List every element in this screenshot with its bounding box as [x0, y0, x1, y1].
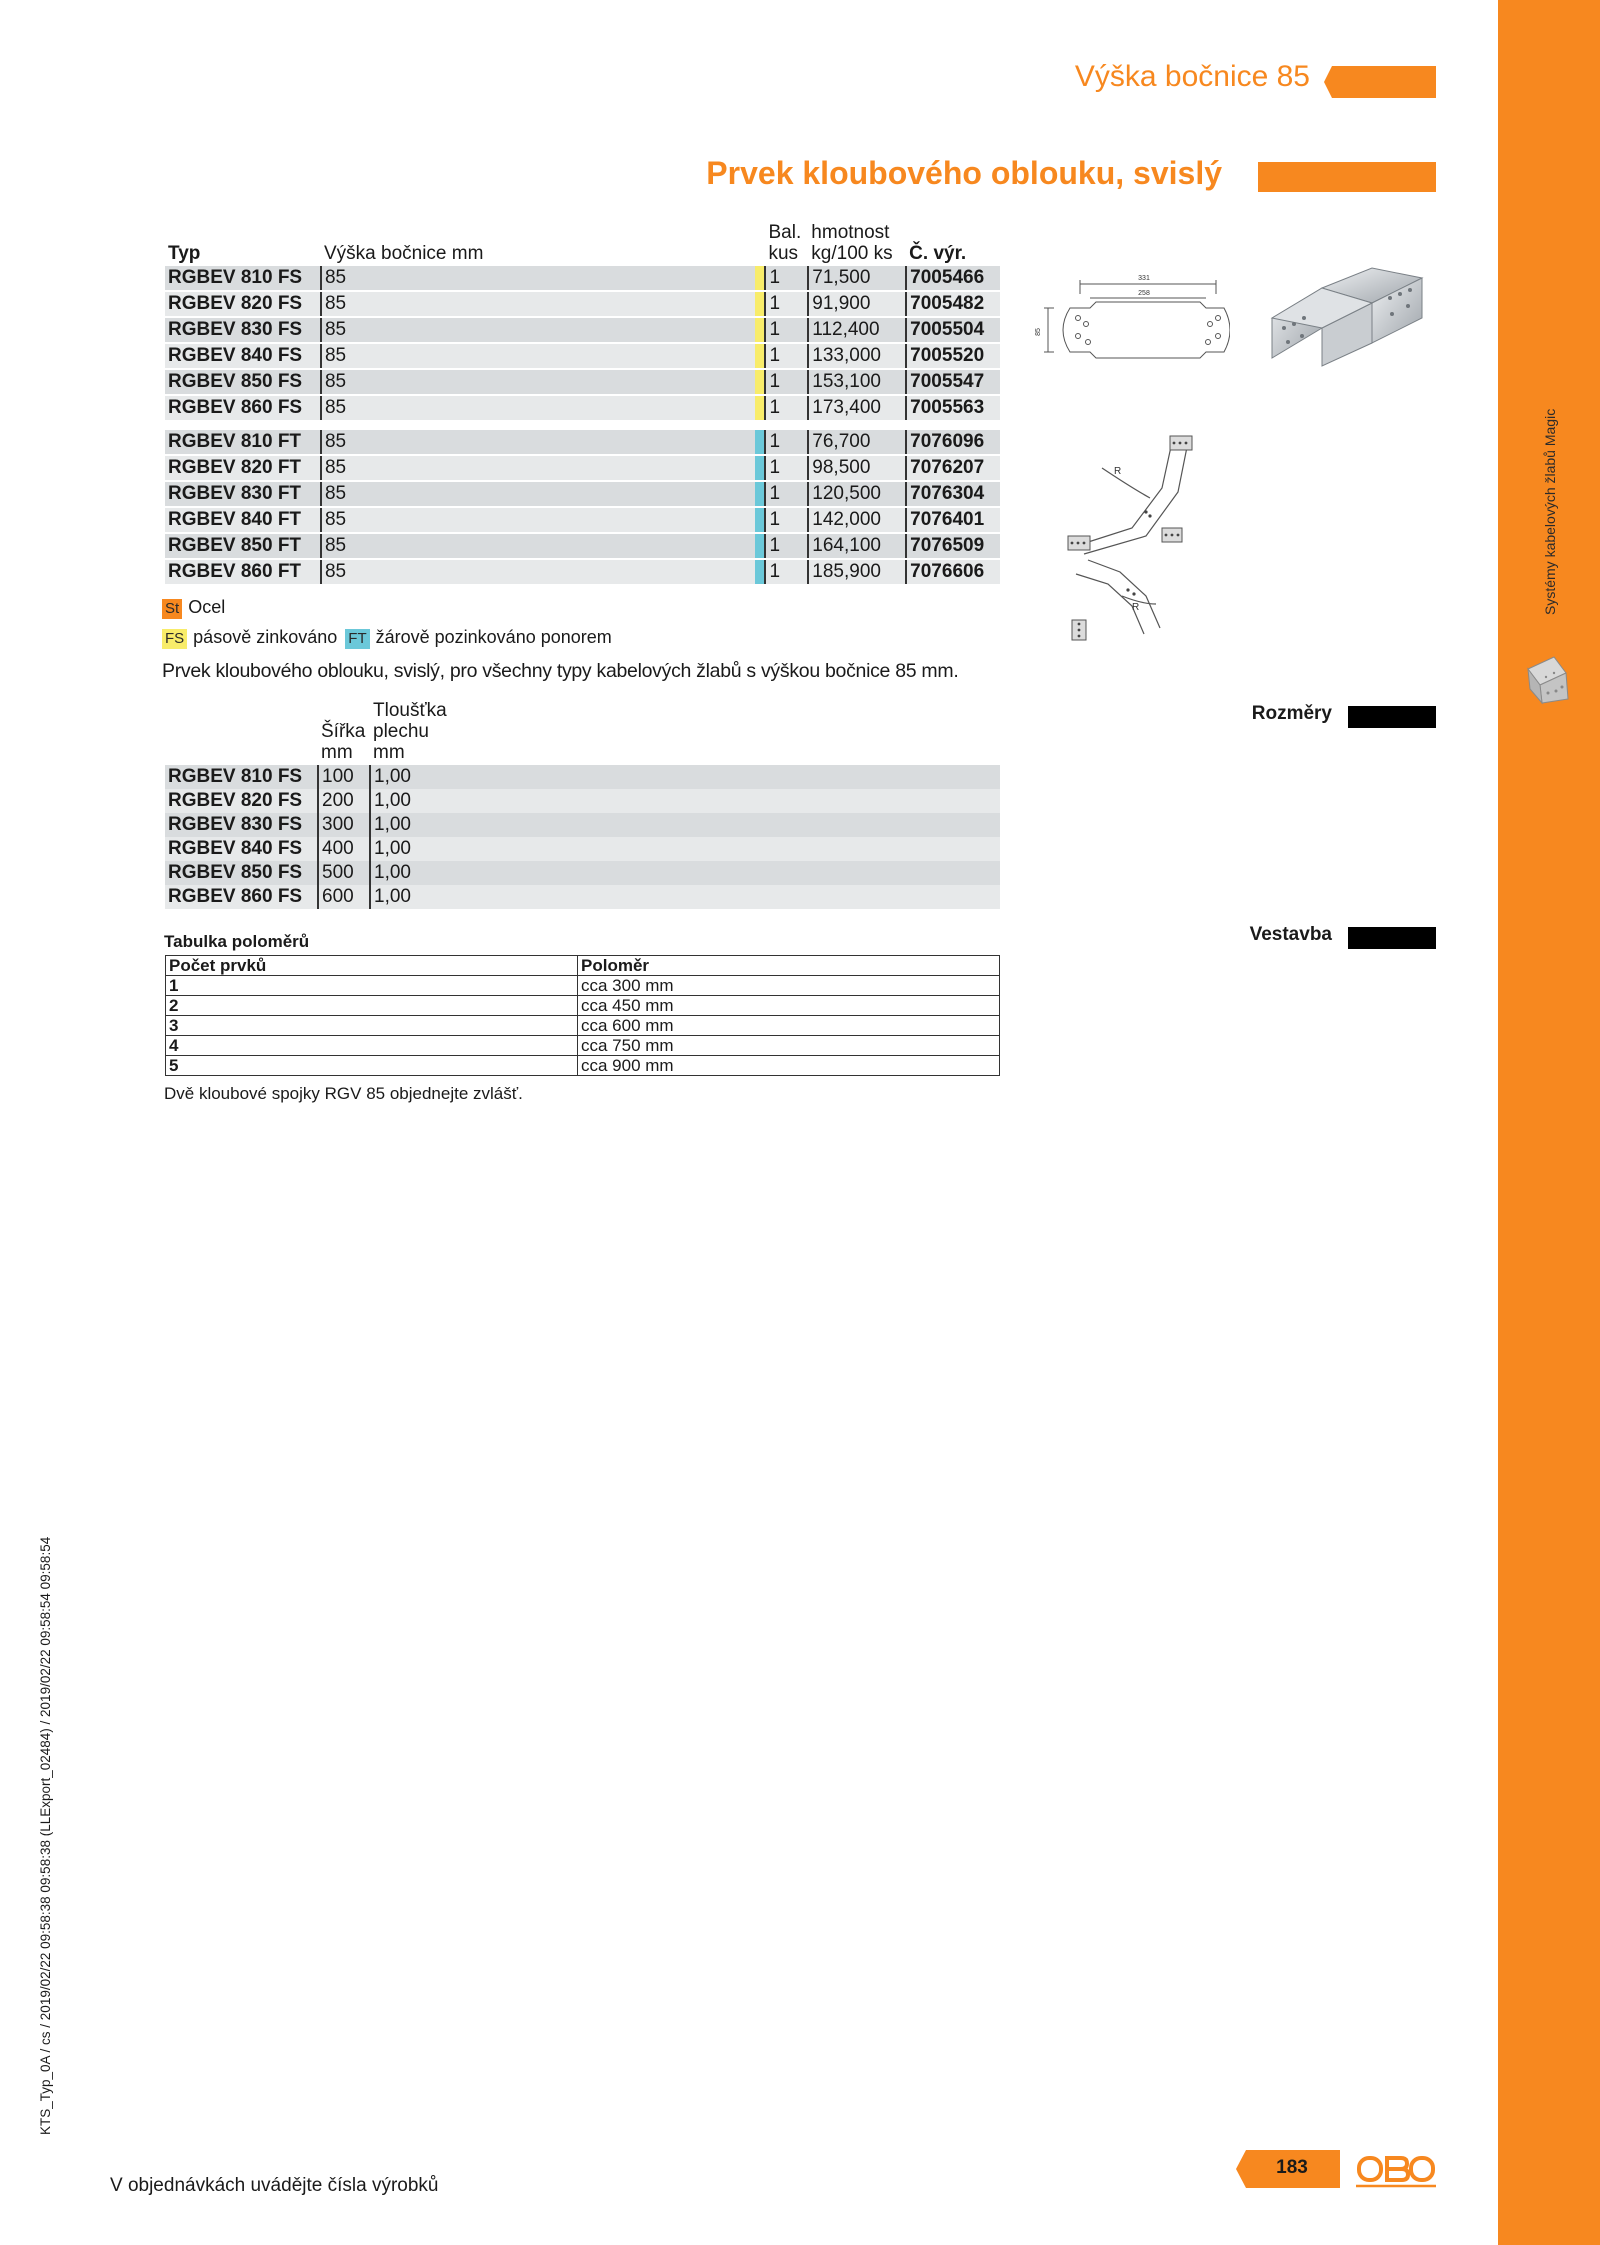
cell-weight: 98,500 [808, 455, 906, 481]
cell-radius: cca 750 mm [578, 1036, 1000, 1056]
table-row [165, 481, 1000, 507]
header-thickness: Tloušťka plechu mm [373, 700, 447, 763]
cell-height: 85 [321, 455, 755, 481]
cell-weight: 112,400 [808, 317, 906, 343]
cell-height: 85 [321, 343, 755, 369]
cell-thickness: 1,00 [370, 861, 450, 885]
badge-ft: FT [345, 629, 369, 649]
cell-pack: 1 [765, 291, 808, 317]
page-number: 183 [1276, 2157, 1308, 2178]
cell-weight: 120,500 [808, 481, 906, 507]
cell-type: RGBEV 840 FS [168, 838, 303, 859]
table-row [165, 395, 1000, 421]
radius-label-bottom: R [1132, 602, 1140, 613]
cell-height: 85 [321, 533, 755, 559]
header-height: Výška bočnice mm [323, 243, 484, 264]
cell-article: 7076207 [906, 455, 1000, 481]
ft-color-marker [755, 430, 765, 455]
legend-ft-label: žárově pozinkováno ponorem [375, 627, 612, 647]
cell-weight: 71,500 [808, 266, 906, 291]
cell-thickness: 1,00 [370, 885, 450, 909]
table-row [166, 1016, 1000, 1036]
table-row [165, 430, 1000, 455]
cell-weight: 133,000 [808, 343, 906, 369]
table-row [165, 765, 1000, 789]
cell-height: 85 [321, 430, 755, 455]
cell-count: 3 [166, 1016, 578, 1036]
cell-radius: cca 450 mm [578, 996, 1000, 1016]
table-row [165, 837, 1000, 861]
cell-type: RGBEV 850 FT [165, 533, 321, 559]
section-header: Výška bočnice 85 [1074, 60, 1310, 93]
ft-color-marker [755, 455, 765, 481]
cell-type: RGBEV 820 FT [165, 455, 321, 481]
cell-width: 500 [318, 861, 370, 885]
cell-pack: 1 [765, 343, 808, 369]
cell-weight: 185,900 [808, 559, 906, 585]
fs-color-marker [755, 395, 765, 421]
cell-radius: cca 900 mm [578, 1056, 1000, 1076]
cell-article: 7005504 [906, 317, 1000, 343]
header-weight: hmotnost kg/100 ks [811, 222, 893, 264]
cell-type: RGBEV 830 FT [165, 481, 321, 507]
table-row [165, 861, 1000, 885]
table-row [165, 559, 1000, 585]
cell-article: 7076304 [906, 481, 1000, 507]
cell-weight: 153,100 [808, 369, 906, 395]
legend-finish [162, 627, 612, 649]
cell-height: 85 [321, 317, 755, 343]
cell-weight: 164,100 [808, 533, 906, 559]
cell-pack: 1 [765, 266, 808, 291]
table-row [165, 369, 1000, 395]
cell-radius: cca 600 mm [578, 1016, 1000, 1036]
section-flag-icon [1324, 66, 1436, 98]
cell-type: RGBEV 810 FS [168, 766, 303, 787]
cell-pack: 1 [765, 369, 808, 395]
table-row [165, 885, 1000, 909]
header-width: Šířka mm [321, 721, 366, 763]
ft-color-marker [755, 533, 765, 559]
product-title: Prvek kloubového oblouku, svislý [706, 155, 1222, 191]
cell-pack: 1 [765, 317, 808, 343]
cell-article: 7005547 [906, 369, 1000, 395]
header-count: Počet prvků [166, 956, 578, 976]
sidebar [1498, 0, 1600, 2245]
table-row [165, 266, 1000, 291]
cell-pack: 1 [765, 533, 808, 559]
header-pack: Bal. kus [768, 222, 802, 264]
table-row [166, 1036, 1000, 1056]
export-metadata-text: KTS_Typ_0A / cs / 2019/02/22 09:58:38 09:58:38 (LLExport_02484) / 2019/02/22 09:58:54 09:58:54 [38, 1536, 53, 2135]
ft-color-marker [755, 481, 765, 507]
cell-height: 85 [321, 291, 755, 317]
table-row [165, 455, 1000, 481]
cable-tray-icon [1524, 655, 1570, 705]
cell-thickness: 1,00 [370, 789, 450, 813]
cell-pack: 1 [765, 455, 808, 481]
dim-inner-text: 258 [1138, 290, 1150, 297]
cell-pack: 1 [765, 430, 808, 455]
legend-material [162, 597, 225, 619]
title-accent-bar [1258, 162, 1436, 192]
cell-type: RGBEV 820 FS [168, 790, 303, 811]
badge-fs: FS [162, 629, 187, 649]
installation-drawing [1062, 428, 1212, 642]
cell-height: 85 [321, 481, 755, 507]
footer-note: V objednávkách uvádějte čísla výrobků [110, 2175, 439, 2196]
cell-article: 7076096 [906, 430, 1000, 455]
product-description: Prvek kloubového oblouku, svislý, pro všechny typy kabelových žlabů s výškou bočnice 85 mm. [162, 660, 959, 682]
cell-thickness: 1,00 [370, 813, 450, 837]
cell-article: 7005466 [906, 266, 1000, 291]
header-radius: Poloměr [578, 956, 1000, 976]
table-row [165, 813, 1000, 837]
ft-color-marker [755, 507, 765, 533]
cell-height: 85 [321, 369, 755, 395]
product-image [1262, 258, 1432, 378]
table-row [165, 291, 1000, 317]
fs-color-marker [755, 266, 765, 291]
table-row [166, 996, 1000, 1016]
obo-logo [1356, 2152, 1436, 2188]
cell-radius: cca 300 mm [578, 976, 1000, 996]
cell-type: RGBEV 810 FS [165, 266, 321, 291]
cell-height: 85 [321, 507, 755, 533]
dimensions-bar [1348, 706, 1436, 728]
header-article: Č. výr. [909, 243, 967, 264]
cell-count: 2 [166, 996, 578, 1016]
cell-article: 7076509 [906, 533, 1000, 559]
cell-width: 400 [318, 837, 370, 861]
cell-weight: 91,900 [808, 291, 906, 317]
dimensions-label: Rozměry [1251, 703, 1332, 724]
cell-count: 4 [166, 1036, 578, 1056]
cell-type: RGBEV 830 FS [165, 317, 321, 343]
cell-article: 7005482 [906, 291, 1000, 317]
dim-total-text: 331 [1138, 275, 1150, 282]
table-row [165, 789, 1000, 813]
table-row [166, 976, 1000, 996]
sidebar-category-label: Systémy kabelových žlabů Magic [1542, 408, 1558, 615]
cell-type: RGBEV 840 FS [165, 343, 321, 369]
cell-thickness: 1,00 [370, 765, 450, 789]
legend-st-label: Ocel [188, 597, 226, 617]
cell-pack: 1 [765, 395, 808, 421]
cell-type: RGBEV 860 FT [165, 559, 321, 585]
fs-color-marker [755, 369, 765, 395]
dimension-table [165, 700, 1000, 909]
table-row [166, 1056, 1000, 1076]
cell-type: RGBEV 820 FS [165, 291, 321, 317]
badge-st: St [162, 599, 182, 619]
cell-article: 7005563 [906, 395, 1000, 421]
cell-type: RGBEV 830 FS [168, 814, 303, 835]
cell-weight: 173,400 [808, 395, 906, 421]
ft-color-marker [755, 559, 765, 585]
cell-pack: 1 [765, 481, 808, 507]
legend-fs-label: pásově zinkováno [193, 627, 338, 647]
cell-count: 5 [166, 1056, 578, 1076]
cell-article: 7076401 [906, 507, 1000, 533]
product-table [165, 222, 1000, 586]
radius-label-top: R [1114, 466, 1122, 477]
dim-height-text: 85 [1035, 328, 1042, 336]
fs-color-marker [755, 317, 765, 343]
installation-label: Vestavba [1249, 924, 1332, 945]
radius-table [165, 955, 1000, 1076]
cell-weight: 142,000 [808, 507, 906, 533]
cell-article: 7005520 [906, 343, 1000, 369]
radius-table-caption: Tabulka poloměrů [164, 932, 310, 951]
cell-article: 7076606 [906, 559, 1000, 585]
radius-note: Dvě kloubové spojky RGV 85 objednejte zvlášť. [164, 1084, 523, 1103]
cell-weight: 76,700 [808, 430, 906, 455]
cell-height: 85 [321, 266, 755, 291]
cell-width: 100 [318, 765, 370, 789]
fs-color-marker [755, 343, 765, 369]
cell-type: RGBEV 850 FS [165, 369, 321, 395]
cell-width: 200 [318, 789, 370, 813]
cell-height: 85 [321, 559, 755, 585]
dimension-drawing [1030, 268, 1230, 368]
cell-width: 300 [318, 813, 370, 837]
cell-type: RGBEV 850 FS [168, 862, 303, 883]
installation-bar [1348, 927, 1436, 949]
table-row [165, 317, 1000, 343]
table-row [165, 507, 1000, 533]
header-type: Typ [168, 243, 201, 264]
table-row [165, 533, 1000, 559]
cell-type: RGBEV 860 FS [168, 886, 303, 907]
cell-type: RGBEV 860 FS [165, 395, 321, 421]
cell-pack: 1 [765, 559, 808, 585]
cell-thickness: 1,00 [370, 837, 450, 861]
fs-color-marker [755, 291, 765, 317]
cell-pack: 1 [765, 507, 808, 533]
cell-type: RGBEV 810 FT [165, 430, 321, 455]
table-row [165, 343, 1000, 369]
cell-count: 1 [166, 976, 578, 996]
cell-width: 600 [318, 885, 370, 909]
cell-height: 85 [321, 395, 755, 421]
cell-type: RGBEV 840 FT [165, 507, 321, 533]
